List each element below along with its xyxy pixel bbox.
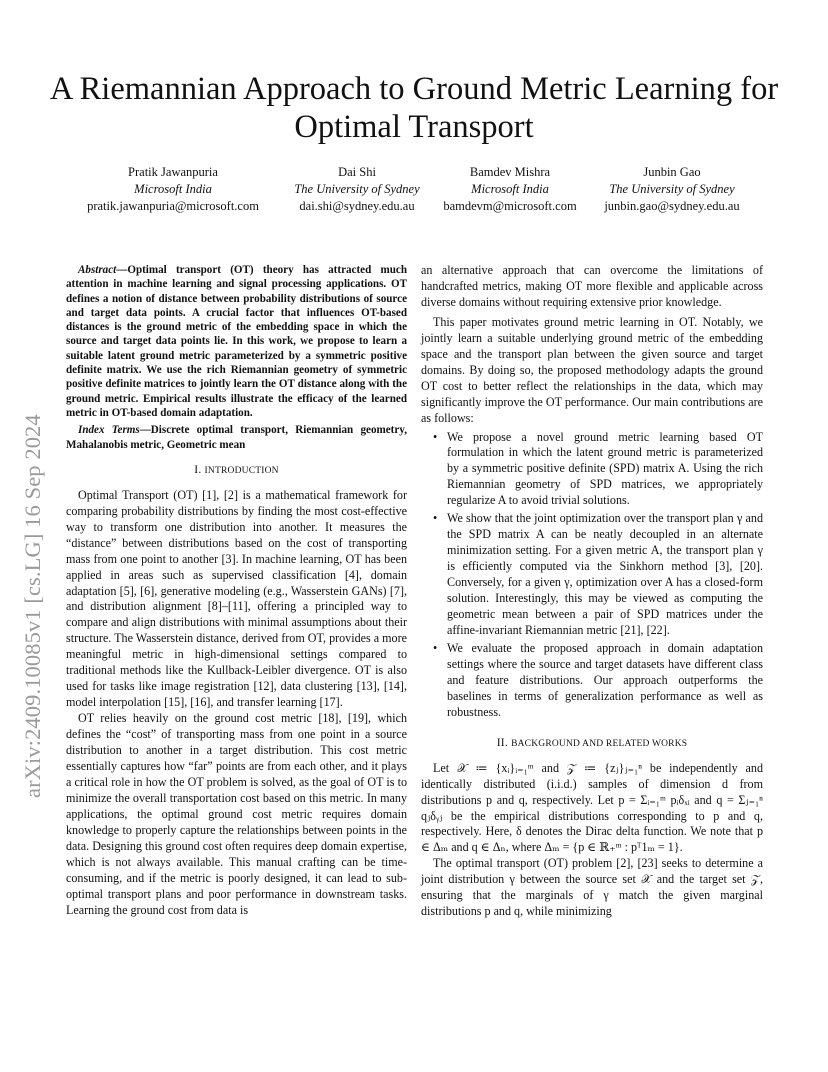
list-item: • We show that the joint optimization over the transport plan γ and the SPD matrix A can be neatly decoupled in an alternate minimization setting. For a given metric A, the transport plan γ is efficiently computed via the Sinkhorn method [3], [20]. Conversely, for a given γ, optimization over A has a closed-form solution. Interestingly, this may be viewed as computing the geometric mean between a pair of SPD matrices under the affine-invariant Riemannian metric [21], [22]. [447, 511, 763, 639]
author-name: Bamdev Mishra [469, 165, 551, 179]
author-affiliation: The University of Sydney [609, 182, 735, 196]
left-column [66, 263, 407, 919]
intro-paragraph-2-continued: an alternative approach that can overcome the limitations of handcrafted metrics, making OT more flexible and applicable across diverse domains without requiring extensive prior knowledge. [421, 263, 763, 309]
index-terms-text: —Discrete optimal transport, Riemannian geometry, Mahalanobis metric, Geometric mean [66, 424, 407, 451]
author-email: bamdevm@microsoft.com [443, 199, 577, 213]
intro-paragraph-2: OT relies heavily on the ground cost metric [18], [19], which defines the “cost” of transporting mass from one point in a source distribution to another in a target distribution. This cost metric essentially captures how “far” points are from each other, and it plays a critical role in how the OT problem is solved, as the goal of OT is to minimize the overall transportation cost based on this metric. In many applications, the optimal ground cost metric requires domain knowledge to properly capture the relationships between points in the data. Designing this ground cost often requires deep domain expertise, which is not always available. This manual crafting can be time-consuming, and if the metric is poorly designed, it can lead to sub-optimal transport plans and poor performance in downstream tasks. Learning the ground cost from data is [66, 711, 407, 917]
section-heading-introduction [66, 462, 407, 480]
section-number: II. [496, 735, 512, 749]
author-email: pratik.jawanpuria@microsoft.com [87, 199, 259, 213]
section-title: INTRODUCTION [204, 465, 279, 476]
index-terms [66, 423, 407, 452]
arxiv-stamp-text[interactable]: arXiv:2409.10085v1 [cs.LG] 16 Sep 2024 [20, 414, 45, 798]
author-block [577, 164, 767, 215]
abstract-label: Abstract [78, 264, 117, 276]
paper-title: A Riemannian Approach to Ground Metric Learning for Optimal Transport [49, 71, 779, 145]
section-number: I. [194, 462, 205, 476]
author-name: Junbin Gao [643, 165, 701, 179]
abstract [66, 263, 407, 420]
background-paragraph-2: The optimal transport (OT) problem [2], [23] seeks to determine a joint distribution γ between the source set 𝒳 and the target set 𝒵, ensuring that the marginals of γ match the given marginal distributions p and q, while minimizing [421, 856, 763, 919]
author-affiliation: Microsoft India [134, 182, 212, 196]
section-title: BACKGROUND AND RELATED WORKS [511, 738, 688, 749]
author-affiliation: Microsoft India [471, 182, 549, 196]
section-heading-background [421, 735, 763, 753]
intro-paragraph-1: Optimal Transport (OT) [1], [2] is a mathematical framework for comparing probability distributions by finding the most cost-effective way to transform one distribution into another. It measures the “distance” between distributions based on the cost of transporting mass from one point to another [3]. In machine learning, OT has been applied in areas such as supervised classification [4], domain adaptation [5], [6], generative modeling (e.g., Wasserstein GANs) [7], and distribution alignment [8]–[11], offering a principled way to compare and align distributions with minimal assumptions about their structure. The Wasserstein distance, derived from OT, provides a more meaningful metric in high-dimensional settings compared to traditional methods like the Kullback-Leibler divergence. OT is also used for tasks like image registration [12], data clustering [13], [14], model interpolation [15], [16], and transfer learning [17]. [66, 487, 407, 710]
arxiv-stamp[interactable] [14, 258, 44, 798]
right-column [421, 263, 763, 920]
author-email: dai.shi@sydney.edu.au [299, 199, 415, 213]
author-email: junbin.gao@sydney.edu.au [604, 199, 740, 213]
list-item: • We propose a novel ground metric learning based OT formulation in which the latent ground metric is parameterized by a symmetric positive definite (SPD) matrix A. Using the rich Riemannian geometry of SPD matrices, we appropriately regularize A to avoid trivial solutions. [447, 430, 763, 510]
contributions-list [421, 430, 763, 721]
intro-paragraph-3: This paper motivates ground metric learning in OT. Notably, we jointly learn a suitable underlying ground metric of the embedding space and the transport plan between the given source and target domains. By doing so, the proposed methodology adapts the ground OT cost to better reflect the relationships in the data, which may significantly improve the OT performance. Our main contributions are as follows: [421, 314, 763, 425]
author-affiliation: The University of Sydney [294, 182, 420, 196]
index-terms-label: Index Terms [78, 424, 140, 437]
list-item: • We evaluate the proposed approach in domain adaptation settings where the source and target datasets have different class and feature distributions. Our approach outperforms the baselines in terms of generalization performance as well as robustness. [447, 641, 763, 721]
abstract-text: —Optimal transport (OT) theory has attracted much attention in machine learning and signal processing applications. OT defines a notion of distance between probability distributions of source and target data points. A crucial factor that influences OT-based distances is the ground metric of the embedding space in which the source and target data points lie. In this work, we propose to learn a suitable latent ground metric parameterized by a symmetric positive definite matrix. We use the rich Riemannian geometry of symmetric positive definite matrices to jointly learn the OT distance along with the ground metric. Empirical results illustrate the efficacy of the learned metric in OT-based domain adaptation. [66, 264, 407, 419]
author-name: Dai Shi [338, 165, 376, 179]
author-block [78, 164, 268, 215]
author-name: Pratik Jawanpuria [128, 165, 218, 179]
background-paragraph-1: Let 𝒳 ≔ {xᵢ}ᵢ₌₁ᵐ and 𝒵 ≔ {zⱼ}ⱼ₌₁ⁿ be independently and identically distributed (i.i.d.) samples of dimension d from distributions p and q, respectively. Let p = Σᵢ₌₁ᵐ pᵢδₓᵢ and q = Σⱼ₌₁ⁿ qⱼδᵧⱼ be the empirical distributions corresponding to p and q, respectively. Here, δ denotes the Dirac delta function. We note that p ∈ Δₘ and q ∈ Δₙ, where Δₘ = {p ∈ ℝ₊ᵐ : pᵀ1ₘ = 1}. [421, 760, 763, 855]
